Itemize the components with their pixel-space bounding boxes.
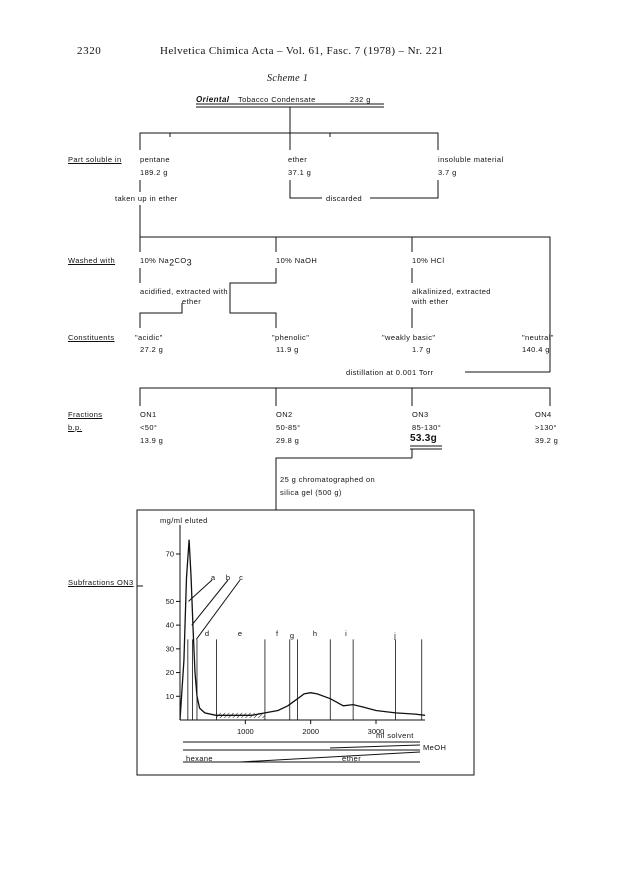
x-tick-label-2000: 2000 [302, 727, 320, 736]
subfraction-label-i: i [345, 629, 347, 638]
basic-name: "weakly basic" [382, 333, 436, 342]
basic-mass: 1.7 g [412, 345, 431, 354]
meoh-label: MeOH [423, 743, 447, 752]
naoh-label: 10% NaOH [276, 256, 318, 265]
on4-bp: >130° [535, 423, 557, 432]
constituents-label: Constituents [68, 333, 115, 342]
insoluble-mass: 3.7 g [438, 168, 457, 177]
source-mass: 232 g [350, 95, 371, 104]
hcl-label: 10% HCl [412, 256, 445, 265]
y-tick-label-20: 20 [165, 668, 174, 678]
on3-mass: 53.3g [410, 433, 438, 444]
phenolic-name: "phenolic" [272, 333, 310, 342]
y-tick-label-30: 30 [165, 644, 174, 654]
phenolic-mass: 11.9 g [276, 345, 299, 354]
subfraction-label-h: h [312, 629, 318, 638]
hexane-label: hexane [186, 754, 214, 763]
acidified-label: acidified, extracted with [140, 287, 228, 296]
subfraction-label-j: j [394, 631, 396, 640]
na2co3-label: 10% $Na_2CO_3$ [140, 256, 192, 268]
subfraction-label-c: c [239, 573, 243, 582]
neutral-mass: 140.4 g [522, 345, 550, 354]
subfraction-label-g: g [289, 631, 295, 640]
subfraction-label-b: b [225, 573, 231, 582]
x-tick-label-3000: 3000 [367, 727, 385, 736]
on3-bp: 85-130° [412, 423, 442, 432]
on2-mass: 29.8 g [276, 436, 300, 445]
neutral-name: "neutral" [522, 333, 554, 342]
on4-mass: 39.2 g [535, 436, 559, 445]
on1-mass: 13.9 g [140, 436, 164, 445]
taken-up-label: taken up in ether [115, 194, 178, 203]
page-number: 2320 [77, 45, 102, 57]
pentane-mass: 189.2 g [140, 168, 168, 177]
subfraction-label-e: e [237, 629, 243, 638]
alkalinized-label: alkalinized, extracted [412, 287, 491, 296]
subfractions-label: Subfractions ON3 [68, 578, 134, 587]
pointer-b [192, 580, 228, 625]
chromatography-line1: 25 g chromatographed on [280, 475, 376, 484]
distillation-label: distillation at 0.001 Torr [346, 368, 434, 377]
scheme-title: Scheme 1 [267, 73, 309, 84]
x-tick-label-1000: 1000 [236, 727, 254, 736]
chart-xlabel: ml solvent [376, 731, 414, 740]
subfraction-label-d: d [204, 629, 210, 638]
journal-header: Helvetica Chimica Acta – Vol. 61, Fasc. 7 (1978) – Nr. 221 [160, 45, 444, 57]
on4-name: ON4 [535, 410, 552, 419]
chromatography-line2: silica gel (500 g) [280, 488, 342, 497]
discarded-label: discarded [326, 194, 363, 203]
acidified-ether-label: ether [182, 297, 202, 306]
on3-name: ON3 [412, 410, 429, 419]
acidic-name: "acidic" [135, 333, 163, 342]
y-tick-label-50: 50 [165, 596, 174, 606]
washed-with-label: Washed with [68, 256, 116, 265]
y-tick-label-70: 70 [165, 549, 174, 559]
acidic-mass: 27.2 g [140, 345, 164, 354]
subfraction-label-f: f [275, 629, 279, 638]
fractions-label: Fractions [68, 410, 103, 419]
ether-mass: 37.1 g [288, 168, 312, 177]
on2-name: ON2 [276, 410, 293, 419]
subfraction-label-a: a [210, 573, 216, 582]
pentane-label: pentane [140, 155, 170, 164]
source-origin: Oriental [196, 95, 230, 104]
y-tick-label-10: 10 [165, 691, 174, 701]
part-soluble-label: Part soluble in [68, 155, 122, 164]
meoh-wedge [330, 745, 420, 748]
on2-bp: 50-85° [276, 423, 301, 432]
hexane-ether-wedge [240, 752, 420, 762]
y-tick-label-40: 40 [165, 620, 174, 630]
on1-name: ON1 [140, 410, 157, 419]
insoluble-label: insoluble material [438, 155, 504, 164]
chart-ylabel: mg/ml eluted [160, 516, 208, 525]
alkalinized-ether-label: with ether [412, 297, 449, 306]
ether-solvent-label: ether [342, 754, 362, 763]
source-rest: Tobacco Condensate [238, 95, 316, 104]
ether-label: ether [288, 155, 308, 164]
on1-bp: <50° [140, 423, 158, 432]
bp-label: b.p. [68, 423, 83, 432]
